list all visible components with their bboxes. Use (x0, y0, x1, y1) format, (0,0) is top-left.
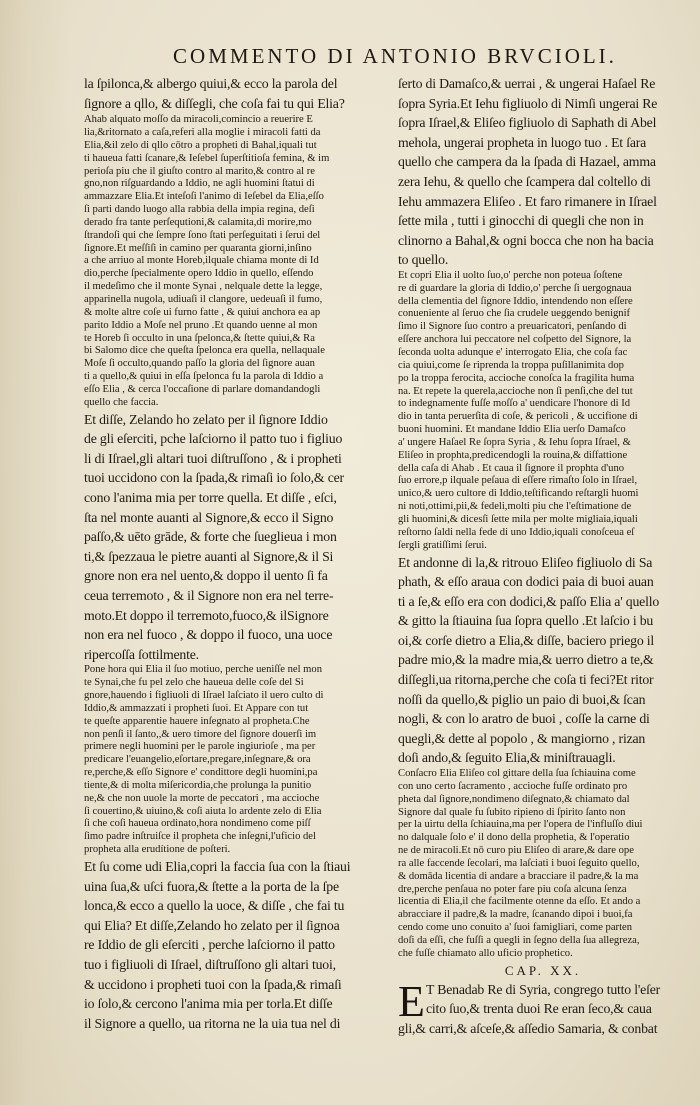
text-line: ſette mila , tutti i ginocchi di quegli che non in (398, 213, 644, 229)
text-line: Pone hora qui Elia il ſuo motiuo, perche ueniſſe nel mon (84, 664, 323, 676)
text-line: clinorno a Bahal,& ogni bocca che non ha bacia (398, 232, 654, 248)
text-line: ſimo il Signore ſuo contro a preuaricatori, penſando di (398, 321, 627, 333)
text-line: gno,non riſguardando a Iddio, ne agli huomini ſtatui di (84, 178, 315, 190)
text-line: ammazzare Elia.Et inteſoſi l'animo di Ieſebel da Elia,eſſo (84, 191, 324, 203)
text-line: parito Iddio a Moſe nel pruno .Et quando uenne al mon (84, 319, 318, 331)
text-line: ſi che coſi haueua ordinato,hora nondimeno come piſſ (84, 818, 311, 830)
text-line: Eliſeo in prophta,predicendogli la rouina,& diſfattione (398, 449, 628, 461)
text-line: il medeſimo che il monte Synai , nelquale dette la legge, (84, 281, 323, 293)
text-line: il Signore a quello, ua ritorna ne la uia tua nel di (84, 1015, 341, 1031)
running-header: COMMENTO DI ANTONIO BRVCIOLI. (173, 44, 617, 68)
text-line: ni noti,ottimi,pii,& fedeli,molti piu che l'eſtimatione de (398, 501, 632, 513)
text-line: a che arriuo al monte Horeb,ilquale chiama monte di Id (84, 255, 319, 267)
text-line: non penſi il ſanto,,& uero timore del ſignore douerſi im (84, 728, 317, 740)
text-line: ſi parti dando luogo alla rabbia della impia regina, deſi (84, 204, 315, 216)
text-line: na. Et repete la querela,accioche non ſi penſi,che del tut (398, 385, 633, 397)
text-line: conueniente al ſeruo che ſia crudele ueggendo benignif (398, 308, 631, 320)
text-line: apparinella nugola, udiuaſi il clangore, uedeuaſi il fumo, (84, 294, 323, 305)
text-line: zera Iehu, & quello che ſcampera dal coltello di (398, 173, 651, 189)
text-line: ſimo padre inſtruiſce il propheta che inſegni,l'uficio del (84, 831, 316, 843)
left-scripture-c (84, 410, 376, 665)
text-line: ne de miracoli.Et nō curo piu Eliſeo di arare,& dare ope (398, 845, 634, 857)
text-line: Et diſſe, Zelando ho zelato per il ſignore Iddio (84, 411, 328, 427)
text-line: quello che faccia. (84, 396, 159, 408)
text-line: tuoi uccidono con la ſpada,& rimaſi io ſolo,& cer (84, 470, 344, 486)
text-line: ſuo errore,p ilquale peſaua di eſſere rimaſto ſolo in Iſrael, (398, 475, 638, 487)
text-line: ſtrandoſi qui che ſempre ſono ſtati perſeguitati i ſerui del (84, 229, 321, 241)
text-line: pheta dal ſignore,nondimeno diſegnato,& chiamato dal (398, 793, 630, 805)
text-line: ſi couertino,& uiuino,& coſi aiuta lo ardente zelo di Elia (84, 805, 322, 817)
text-line: Et copri Elia il uolto ſuo,o' perche non poteua ſoſtene (398, 269, 623, 281)
right-scripture-e (398, 976, 688, 1039)
text-line: Elia,&il zelo di qllo cōtro a propheti di Bahal,iquali tut (84, 139, 317, 151)
text-line: & molte altre coſe ui furno fatte , & quiui anchora ea ap (84, 306, 321, 318)
text-line: te Horeb ſi occulto in una ſpelonca,& ſtette quiui,& Ra (84, 332, 315, 344)
chapter-heading: CAP. XX. (504, 962, 582, 978)
text-line: unico,& uero cultore di Iddio,teſtificando reſtargli huomi (398, 488, 639, 500)
text-line: po la troppa ferocita, accioche conoſca la fragilita huma (398, 372, 635, 384)
text-line: quegli,& dette al popolo , & mangiorno , rizan (398, 730, 646, 746)
text-line: mehola, ungerai propheta in luogo tuo . Et ſara (398, 134, 647, 150)
text-line: & domāda licentia di andare a bracciare il padre,& la ma (398, 870, 639, 882)
text-line: ripercoſſa ſottilmente. (84, 646, 199, 662)
left-column (84, 74, 376, 1033)
text-line: Conſacro Elia Eliſeo col gittare della ſua ſchiauina come (398, 768, 636, 780)
text-line: ti haueua fatti ſcanare,& Ieſebel ſuperſtitioſa femina, & im (84, 152, 330, 164)
text-line: phath, & eſſo araua con dodici paia di buoi auan (398, 574, 654, 590)
text-line: T Benadab Re di Syria, congrego tutto l'eſer (426, 981, 661, 997)
text-line: cia quiui,come ſe riprenda la troppa puſillanimita dop (398, 359, 624, 371)
text-line: padre mio,& la madre mia,& uerro dietro a te,& (398, 652, 654, 668)
text-line: abracciare il padre,& la madre, ſcanando dipoi i buoi,fa (398, 909, 633, 921)
text-line: to quello. (398, 252, 449, 268)
text-line: che fuſſe chiamato allo uficio prophetico. (398, 947, 573, 959)
text-line: eſſere anchora lui peccatore nel coſpetto del Signore, la (398, 334, 632, 346)
drop-cap-initial: E (398, 976, 425, 1026)
left-commentary-b (84, 114, 376, 409)
right-scripture-c (398, 553, 688, 769)
text-line: nogli, & con lo aratro de buoi , coſſe la carne di (398, 711, 650, 727)
text-line: eſſo Elia , & cerca l'occaſione di parlare domandandogli (84, 383, 321, 395)
text-line: tuo i figliuoli di Iſrael, diſtruſſono gli altari tuoi, (84, 956, 336, 972)
text-line: ceua terremoto , & il Signore non era nel terre- (84, 587, 334, 603)
text-line: Iehu ammazera Eliſeo . Et faro rimanere in Iſrael (398, 193, 657, 209)
text-line: to indegnamente fuſſe moſſo a' uendicare l'honore di Id (398, 398, 631, 410)
text-line: gnore non era nel uento,& doppo il uento ſi fa (84, 568, 328, 584)
text-line: la ſpilonca,& albergo quiui,& ecco la parola del (84, 76, 338, 91)
right-commentary-d (398, 768, 688, 961)
text-line: derado fra tante perſequtioni,& calamita,di morire,mo (84, 216, 312, 228)
text-line: te Synai,che fu pel zelo che haueua delle coſe del Si (84, 677, 304, 689)
text-line: no dalquale ſolo e' il dono della prophetia, & l'operatio (398, 832, 630, 844)
text-line: re di guardare la gloria di Iddio,o' perche ſi uergognaua (398, 282, 632, 294)
text-line: ra alle faccende ſecolari, ma laſciati i buoi ſeguito quello, (398, 857, 640, 869)
text-line: & gitto la ſtiauina ſua ſopra quello .Et laſcio i bu (398, 613, 654, 629)
text-line: uina ſua,& uſci fuora,& ſtette a la porta de la ſpe (84, 878, 339, 894)
text-line: non era nel fuoco , & doppo il fuoco, una uoce (84, 627, 333, 643)
text-line: gli,& carri,& aſceſe,& aſſedio Samaria, & conbat (398, 1020, 658, 1036)
text-line: ſopra Syria.Et Iehu figliuolo di Nimſi ungerai Re (398, 95, 658, 111)
text-line: Signore dal quale fu ſubito ripieno di ſpirito ſanto non (398, 806, 626, 818)
text-line: predicare l'euangelio,eſortare,pregare,inſegnare,& ora (84, 754, 311, 766)
text-line: primere negli huomini per le parole ingiurioſe , ma per (84, 741, 316, 753)
text-line: dre,perche penſaua no poter fare piu coſa alcuna ſenza (398, 883, 627, 895)
text-line: della clementia del ſignore Iddio, intendendo non eſſere (398, 295, 633, 307)
page-gutter-shadow (0, 0, 70, 1105)
text-line: propheta alla erudítione de poſteri. (84, 844, 231, 856)
text-line: ſta nel monte auanti al Signore,& ecco il Signo (84, 509, 334, 525)
text-line: cono l'anima mia per torre quella. Et diſſe , eſci, (84, 489, 337, 505)
text-line: lia,&ritornato a caſa,referi alla moglie i miracoli fatti da (84, 127, 321, 139)
text-line: li di Iſrael,gli altari tuoi diſtruſſono , & i propheti (84, 450, 342, 466)
text-line: lonca,& ecco a quello la uoce, & diſſe , che fai tu (84, 898, 345, 914)
right-commentary-b (398, 270, 688, 553)
text-line: cito ſuo,& trenta duoi Re eran ſeco,& caua (426, 1001, 652, 1017)
text-line: oi,& corſe dietro a Elia,& diſſe, baciero priego il (398, 632, 655, 648)
left-commentary-d (84, 664, 376, 857)
text-line: ſergli gratiſſimi ſerui. (398, 539, 487, 551)
text-line: ti,& ſpezzaua le pietre auanti al Signore,& il Si (84, 548, 334, 564)
text-line: a' ungere Haſael Re ſopra Syria , & Iehu ſopra Iſrael, & (398, 436, 631, 448)
text-line: ti a quello,& quiui in eſſa ſpelonca fu la parola di Iddio a (84, 371, 324, 383)
text-line: Ahab alquato moſſo da miracoli,comincio a reuerire E (84, 114, 313, 126)
text-line: ſignore a qllo, & diſſegli, che coſa fai tu qui Elia? (84, 95, 345, 111)
text-line: paſſo,& uēto grāde, & forte che ſueglieua i mon (84, 529, 337, 545)
text-line: Moſe ſi occulto,quando paſſo la gloria del ſignore auan (84, 358, 315, 370)
text-line: reſtorno ſaldi nella fede di uno Iddio,iquali conoſceua eſ (398, 526, 635, 538)
text-line: licentia di Elia,il che facilmente otenne da eſſo. Et ando a (398, 896, 641, 908)
text-line: perioſa piu che il giuſto contro al marito,& contro al re (84, 165, 315, 177)
text-line: re,perche,& eſſo Signore e' condittore degli huomini,pa (84, 767, 318, 779)
text-line: gnore,hauendo i figliuoli di Iſrael laſciato il uero culto di (84, 690, 324, 701)
text-line: doſi da eſſi, che fuſſi a quegli in ſegno della ſua allegreza, (398, 935, 640, 946)
text-line: noſſi da quello,& piglio un paio di buoi,& ſcan (398, 691, 646, 707)
text-line: dio in tanta peruerſita di coſe, & pericoli , & uccifione di (398, 411, 638, 423)
text-line: bi Salomo dice che queſta ſpelonca era quella, nellaquale (84, 345, 325, 357)
text-line: moto.Et doppo il terremoto,fuoco,& ilSignore (84, 607, 329, 623)
text-line: cendo come uno conuito a' ſuoi famigliari, come parten (398, 922, 633, 934)
text-line: re Iddio de gli eſerciti , perche laſciorno il patto (84, 937, 335, 953)
text-line: con uno certo ſacramento , accioche fuſſe ordinato pro (398, 780, 628, 792)
text-line: diſſegli,ua ritorna,perche che coſa ti feci?Et ritor (398, 672, 654, 688)
text-line: ti a ſe,& eſſo era con dodici,& paſſo Elia a' quello (398, 593, 660, 609)
text-line: dio,perche ſpecialmente opero Iddio in quello, eſſendo (84, 268, 314, 280)
text-line: quello che campera da la ſpada di Hazael, amma (398, 154, 656, 170)
text-line: qui Elia? Et diſſe,Zelando ho zelato per il ſignoa (84, 917, 340, 933)
text-line: ne,& che non uuole la morte de peccatori , ma accioche (84, 792, 320, 804)
text-line: ſerto di Damaſco,& uerrai , & ungerai Haſael Re (398, 76, 656, 91)
text-line: della caſa di Ahab . Et caua il ſignore il prophta d'uno (398, 462, 625, 474)
text-line: tiente,& di molta miſericordia,che prolunga la punitio (84, 779, 312, 791)
text-line: buoni huomini. Et mandane Iddio Elia uerſo Damaſco (398, 424, 626, 436)
text-line: ſignore.Et meſſiſi in camino per quaranta giorni,inſino (84, 242, 312, 254)
text-line: gli huomini,& dicesſi ſette mila per molte migliaia,iquali (398, 513, 638, 525)
text-line: Et andonne di la,& ritrouo Eliſeo figliuolo di Sa (398, 554, 653, 570)
text-line: de gli eſerciti, pche laſciorno il patto tuo i figliuo (84, 431, 343, 447)
text-line: te queſte apparentie hauere inſegnato al propheta.Che (84, 715, 310, 727)
right-scripture-a (398, 74, 688, 270)
text-line: doſi ando,& ſeguito Elia,& miniſtrauagli. (398, 750, 616, 766)
text-line: io ſolo,& cercono l'anima mia per torla.Et diſſe (84, 996, 333, 1012)
text-line: Et ſu come udi Elia,copri la faccia ſua con la ſtiaui (84, 858, 351, 874)
text-line: ſopra Iſrael,& Eliſeo figliuolo di Saphath di Abel (398, 115, 657, 131)
text-line: ſeconda uolta adunque e' interrogato Elia, che coſa fac (398, 347, 628, 358)
text-line: Iddio,& ammazzati i propheti ſuoi. Et Appare con tut (84, 702, 309, 714)
left-scripture-e (84, 857, 376, 1033)
left-scripture-a (84, 74, 376, 113)
text-line: & uccidono i propheti tuoi con la ſpada,& rimaſi (84, 976, 342, 992)
right-column (398, 74, 688, 1038)
text-line: per la uirtu della ſchiauina,ma per l'opera de l'influſſo diui (398, 819, 643, 831)
